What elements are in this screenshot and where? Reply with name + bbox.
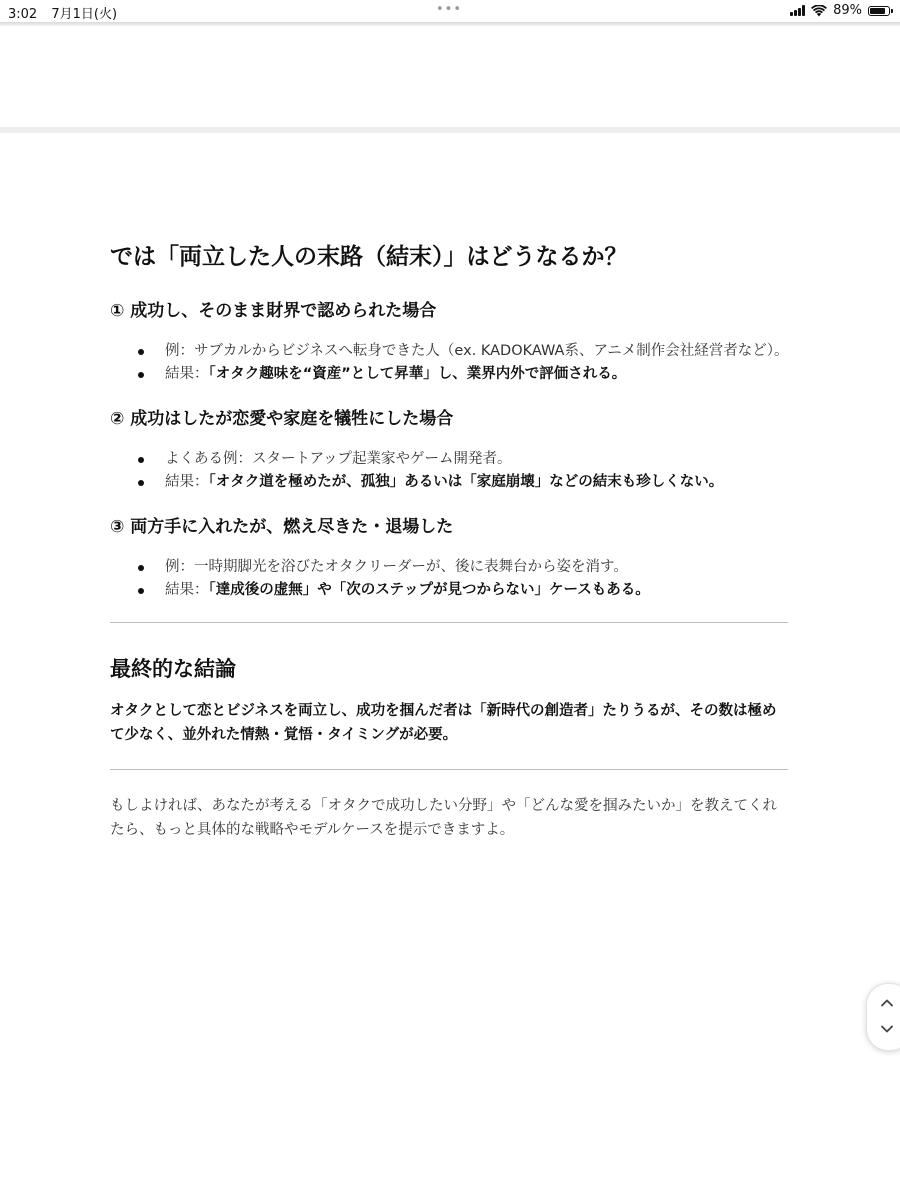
case-list xyxy=(110,556,790,602)
status-time-date xyxy=(8,3,127,22)
status-bar-shadow xyxy=(0,22,900,26)
closing-text: もしよければ、あなたが考える「オタクで成功したい分野」や「どんな愛を掴みたいか」を教えてくれたら、もっと具体的な戦略やモデルケースを提示できますよ。 xyxy=(110,798,777,838)
case-heading: ② 成功はしたが恋愛や家庭を犠牲にした場合 xyxy=(110,409,454,429)
list-item-text: 結果： xyxy=(165,366,209,382)
scroll-control[interactable] xyxy=(866,983,900,1051)
list-item-text: よくある例：スタートアップ起業家やゲーム開発者。 xyxy=(165,451,512,467)
chevron-down-icon[interactable] xyxy=(880,1022,894,1036)
article-content xyxy=(110,240,790,842)
cellular-signal-icon xyxy=(790,5,805,16)
section-divider xyxy=(110,622,788,623)
case-heading: ① 成功し、そのまま財界で認められた場合 xyxy=(110,301,437,321)
list-item-text: 例：一時期脚光を浴びたオタクリーダーが、後に表舞台から姿を消す。 xyxy=(165,559,628,575)
list-item xyxy=(165,340,790,363)
list-item xyxy=(165,448,790,471)
list-item-text: 結果： xyxy=(165,474,209,490)
case-list xyxy=(110,340,790,386)
conclusion-heading: 最終的な結論 xyxy=(110,657,236,681)
status-time: 3:02 xyxy=(8,7,38,22)
list-item xyxy=(165,556,790,579)
list-item xyxy=(165,471,790,494)
case-list xyxy=(110,448,790,494)
case-heading: ③ 両方手に入れたが、燃え尽きた・退場した xyxy=(110,517,454,537)
list-item-emphasis: 「オタク趣味を“資産”として昇華」し、業界内外で評価される。 xyxy=(208,366,627,382)
list-item-text: 結果： xyxy=(165,582,209,598)
multitasking-dots[interactable]: ••• xyxy=(436,2,463,17)
chevron-up-icon[interactable] xyxy=(880,996,894,1010)
wifi-icon xyxy=(811,5,827,17)
status-bar xyxy=(0,0,900,22)
list-item xyxy=(165,579,790,602)
status-indicators xyxy=(790,3,890,18)
conclusion-text: オタクとして恋とビジネスを両立し、成功を掴んだ者は「新時代の創造者」たりうるが、その数は極めて少なく、並外れた情熱・覚悟・タイミングが必要。 xyxy=(110,703,777,743)
cases-section xyxy=(110,298,790,602)
battery-icon xyxy=(868,6,890,16)
header-divider xyxy=(0,127,900,133)
list-item-emphasis: 「達成後の虚無」や「次のステップが見つからない」ケースもある。 xyxy=(208,582,650,598)
section-divider xyxy=(110,769,788,770)
list-item xyxy=(165,363,790,386)
main-heading: では「両立した人の末路（結末）」はどうなるか？ xyxy=(110,244,628,270)
status-date: 7月1日(火) xyxy=(51,7,118,22)
battery-level-fill xyxy=(870,8,885,14)
battery-percent: 89% xyxy=(833,3,862,18)
list-item-text: 例：サブカルからビジネスへ転身できた人（ex. KADOKAWA系、アニメ制作会社経営者など）。 xyxy=(165,343,789,359)
list-item-emphasis: 「オタク道を極めたが、孤独」あるいは「家庭崩壊」などの結末も珍しくない。 xyxy=(208,474,724,490)
